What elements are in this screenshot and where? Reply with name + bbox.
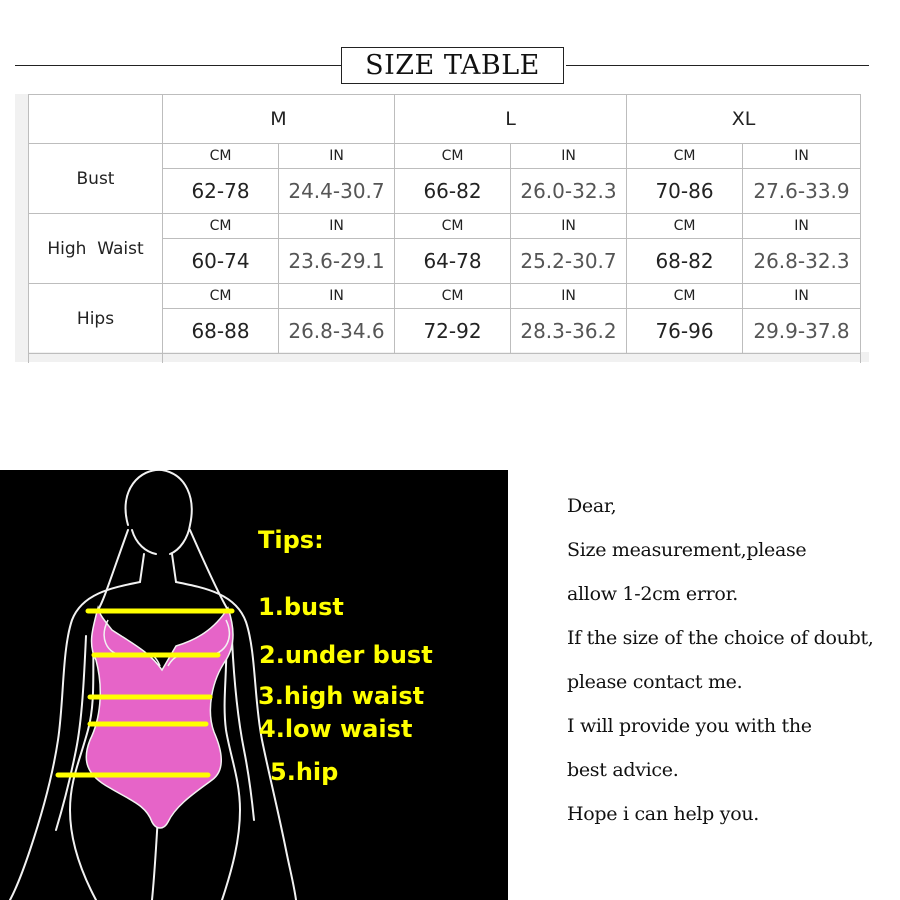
unit-in: IN xyxy=(279,144,395,169)
row-label-bust: Bust xyxy=(29,144,163,214)
size-table-title: SIZE TABLE xyxy=(365,50,540,81)
swimsuit-garment xyxy=(86,608,233,828)
unit-cm: CM xyxy=(395,214,511,239)
row-label-hips: Hips xyxy=(29,284,163,354)
size-header-row xyxy=(29,95,861,144)
bust-xl-in: 27.6-33.9 xyxy=(743,169,861,214)
unit-cm: CM xyxy=(163,144,279,169)
bust-m-cm: 62-78 xyxy=(163,169,279,214)
measurement-figure-panel xyxy=(0,470,508,900)
unit-in: IN xyxy=(279,284,395,309)
row-label-high-waist: High Waist xyxy=(29,214,163,284)
size-header-m: M xyxy=(163,95,395,144)
table-row-hips-units xyxy=(29,284,861,309)
note-line: allow 1-2cm error. xyxy=(567,583,738,605)
table-row-bust-units xyxy=(29,144,861,169)
tips-item-low-waist: 4.low waist xyxy=(259,715,413,743)
note-line: I will provide you with the xyxy=(567,715,812,737)
unit-in: IN xyxy=(279,214,395,239)
left-strap xyxy=(98,530,128,610)
note-line: Size measurement,please xyxy=(567,539,807,561)
table-gap-row xyxy=(29,354,861,364)
tips-heading: Tips: xyxy=(258,526,324,554)
note-line: Dear, xyxy=(567,495,617,517)
unit-in: IN xyxy=(511,144,627,169)
hips-l-cm: 72-92 xyxy=(395,309,511,354)
unit-cm: CM xyxy=(163,284,279,309)
note-line: please contact me. xyxy=(567,671,743,693)
note-line: best advice. xyxy=(567,759,679,781)
right-torso xyxy=(222,630,240,900)
high-waist-xl-cm: 68-82 xyxy=(627,239,743,284)
hips-m-cm: 68-88 xyxy=(163,309,279,354)
bust-xl-cm: 70-86 xyxy=(627,169,743,214)
tips-item-high-waist: 3.high waist xyxy=(258,682,425,710)
hips-xl-cm: 76-96 xyxy=(627,309,743,354)
title-rule-left xyxy=(15,65,341,66)
hips-l-in: 28.3-36.2 xyxy=(511,309,627,354)
table-left-shade xyxy=(15,94,28,362)
title-rule-right xyxy=(566,65,869,66)
unit-cm: CM xyxy=(395,284,511,309)
right-strap xyxy=(190,530,228,610)
unit-cm: CM xyxy=(395,144,511,169)
unit-in: IN xyxy=(743,144,861,169)
high-waist-m-in: 23.6-29.1 xyxy=(279,239,395,284)
size-header-l: L xyxy=(395,95,627,144)
unit-cm: CM xyxy=(627,214,743,239)
size-table-title-box xyxy=(341,47,564,84)
unit-in: IN xyxy=(743,214,861,239)
head-outline xyxy=(126,470,192,554)
corner-cell xyxy=(29,95,163,144)
high-waist-l-in: 25.2-30.7 xyxy=(511,239,627,284)
body-silhouette-figure xyxy=(0,470,508,900)
unit-cm: CM xyxy=(627,144,743,169)
high-waist-m-cm: 60-74 xyxy=(163,239,279,284)
unit-in: IN xyxy=(743,284,861,309)
hips-xl-in: 29.9-37.8 xyxy=(743,309,861,354)
jaw-outline xyxy=(132,530,156,554)
neck-left xyxy=(140,554,144,582)
size-table xyxy=(28,94,861,363)
unit-in: IN xyxy=(511,214,627,239)
seller-note xyxy=(567,484,887,836)
tips-item-under-bust: 2.under bust xyxy=(259,641,433,669)
high-waist-l-cm: 64-78 xyxy=(395,239,511,284)
note-line: Hope i can help you. xyxy=(567,803,760,825)
right-arm-inner xyxy=(232,640,254,820)
bust-m-in: 24.4-30.7 xyxy=(279,169,395,214)
unit-cm: CM xyxy=(627,284,743,309)
neck-right xyxy=(172,554,176,582)
tips-item-hip: 5.hip xyxy=(270,758,339,786)
note-line: If the size of the choice of doubt, xyxy=(567,627,874,649)
tips-item-bust: 1.bust xyxy=(258,593,344,621)
hips-m-in: 26.8-34.6 xyxy=(279,309,395,354)
bust-l-in: 26.0-32.3 xyxy=(511,169,627,214)
bust-l-cm: 66-82 xyxy=(395,169,511,214)
table-row-high-waist-units xyxy=(29,214,861,239)
unit-in: IN xyxy=(511,284,627,309)
high-waist-xl-in: 26.8-32.3 xyxy=(743,239,861,284)
unit-cm: CM xyxy=(163,214,279,239)
size-header-xl: XL xyxy=(627,95,861,144)
